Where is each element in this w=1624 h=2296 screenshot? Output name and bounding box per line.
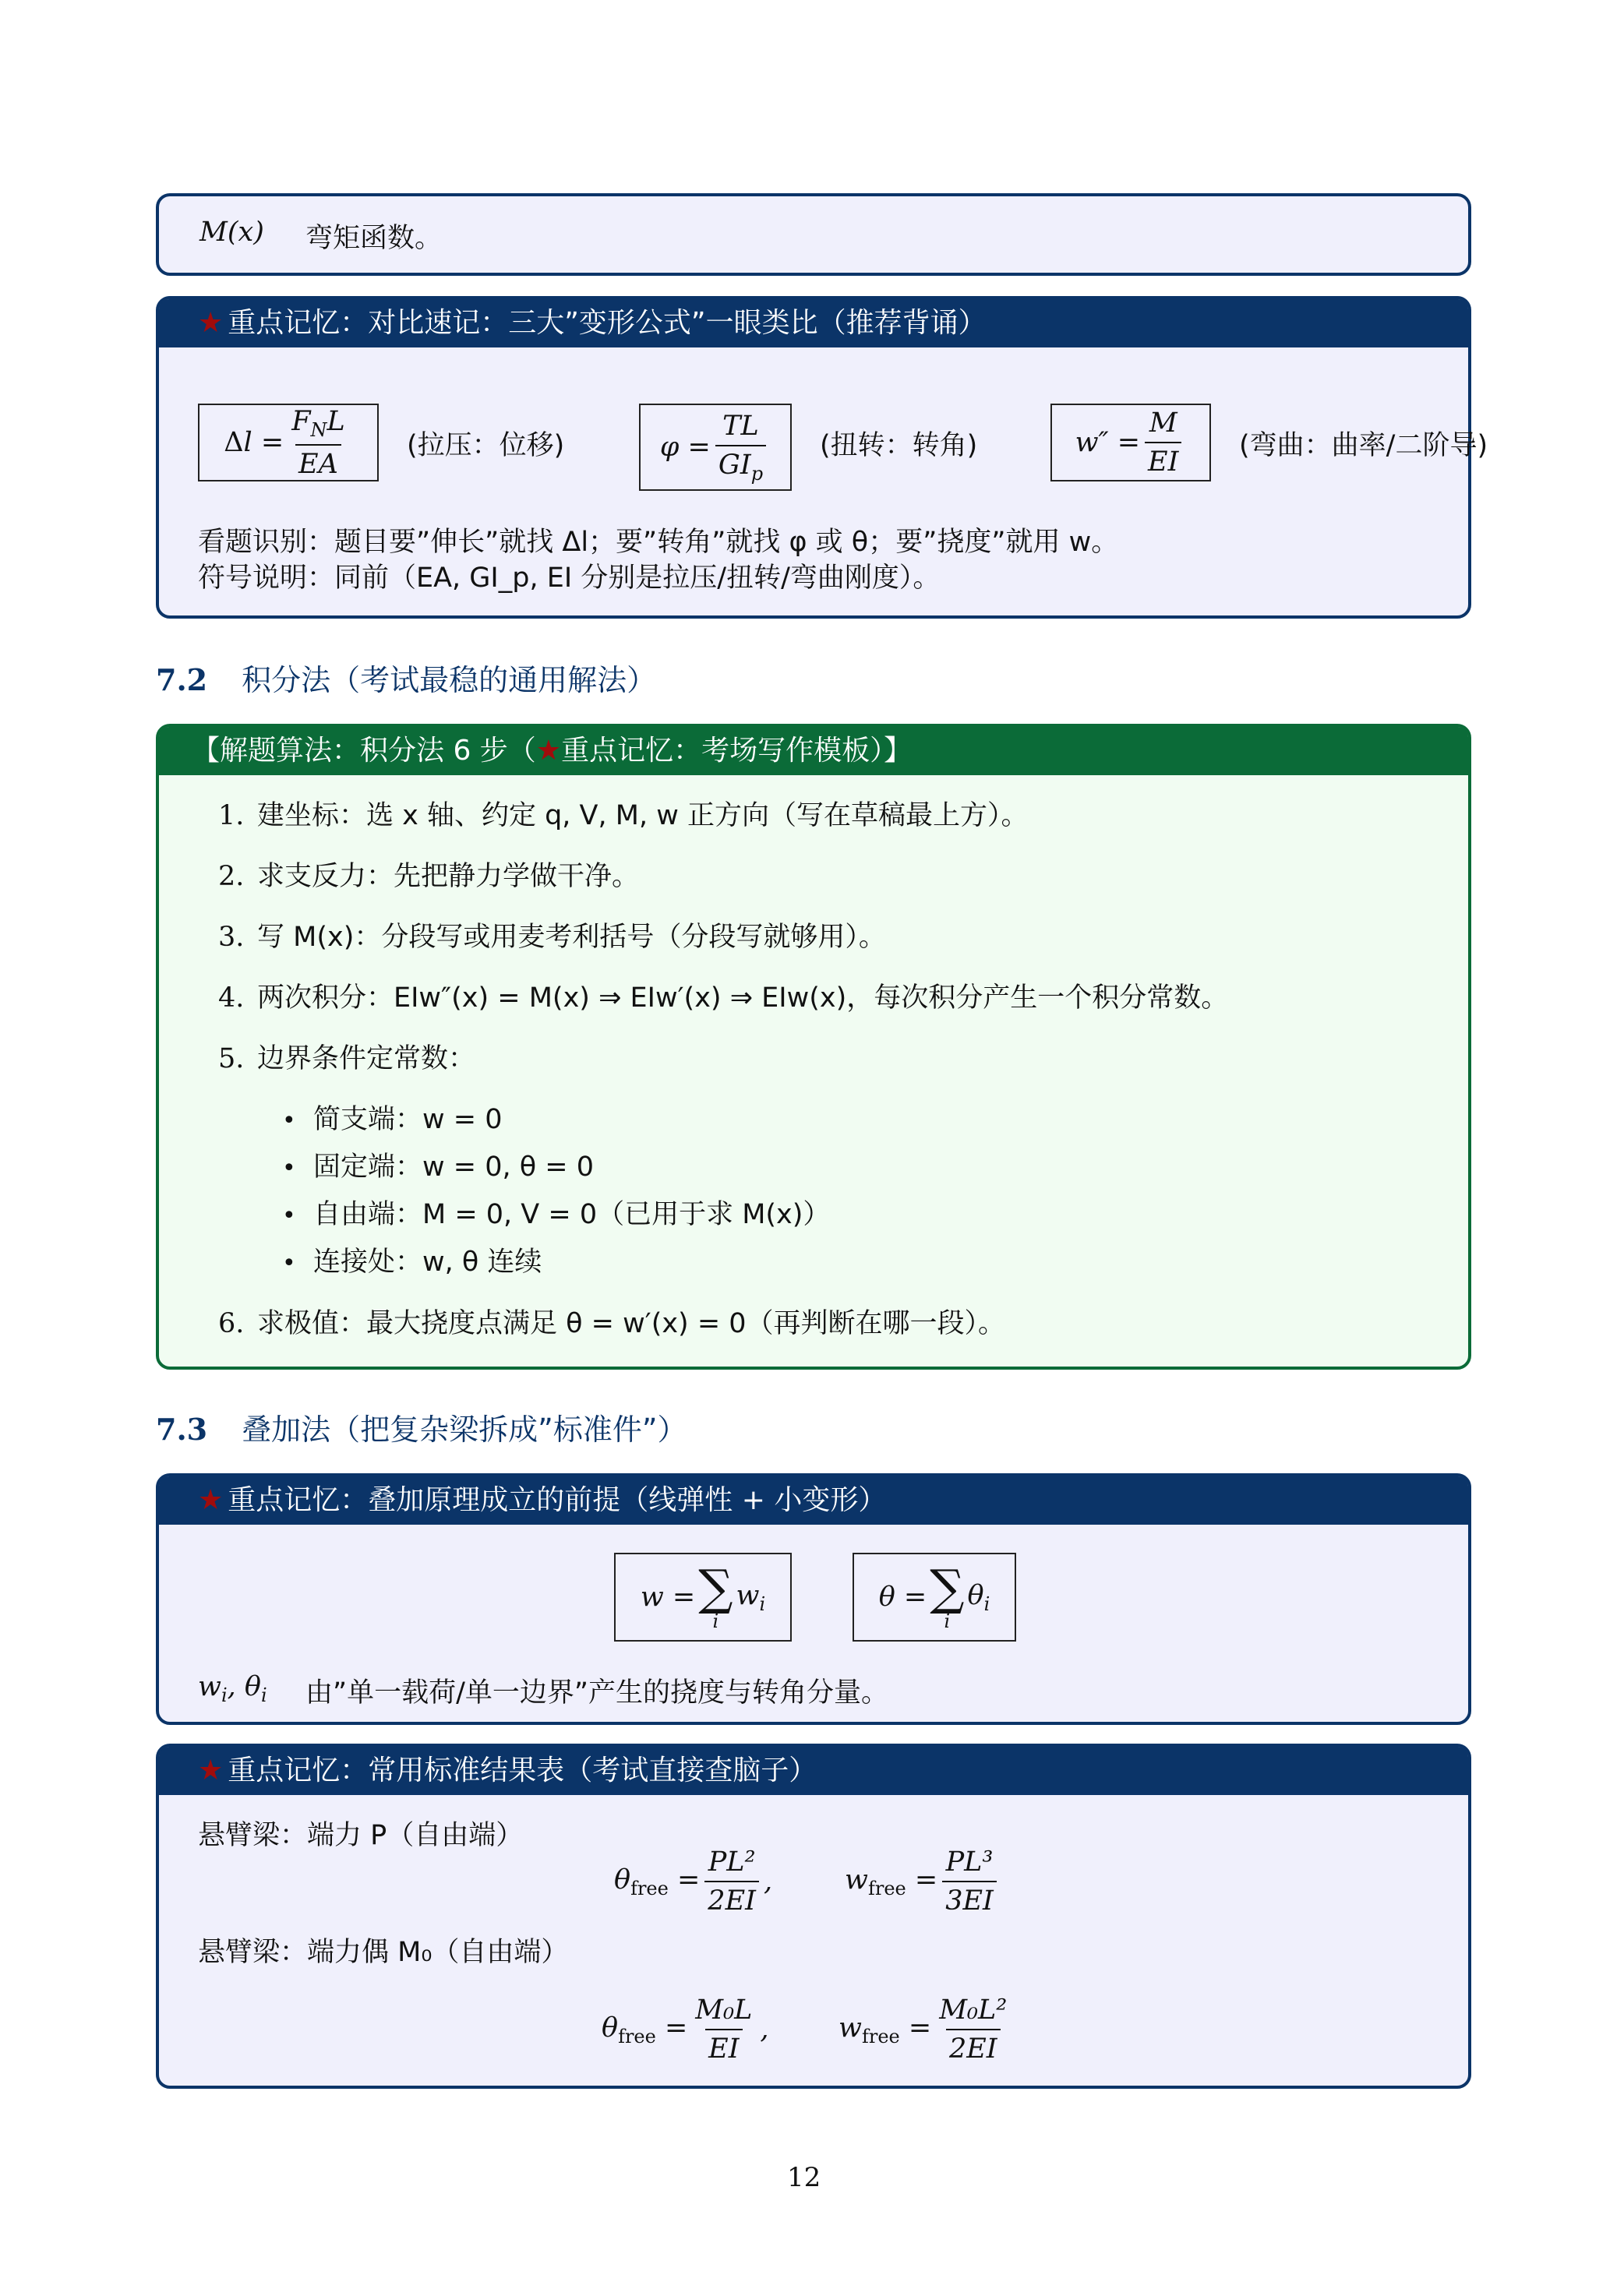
- identify-line: 看题识别：题目要”伸长”就找 Δl；要”转角”就找 φ 或 θ；要”挠度”就用 w。: [198, 527, 1119, 558]
- key-memory-box-standard-results: [156, 1744, 1471, 2089]
- section-number: 7.2: [156, 662, 208, 697]
- formula-lhs: φ =: [659, 432, 711, 463]
- section-title: 积分法（考试最稳的通用解法）: [242, 663, 657, 697]
- section-heading-7-3: [156, 1405, 687, 1448]
- bullet-item: • 自由端：M = 0, V = 0（已用于求 M(x)）: [282, 1199, 831, 1230]
- symbol-desc: 由”单一载荷/单一边界”产生的挠度与转角分量。: [305, 1677, 889, 1709]
- step-item: 2. 求支反力：先把静力学做干净。: [218, 861, 640, 892]
- box-header: [159, 299, 1468, 347]
- bullet-item: • 连接处：w, θ 连续: [282, 1247, 542, 1278]
- key-memory-box-compare: [156, 296, 1488, 619]
- definition-box-mx: [156, 193, 1471, 276]
- denominator: $GI_p$: [715, 445, 766, 485]
- box-title-prefix: 【解题算法：积分法 6 步（: [192, 735, 536, 767]
- algorithm-box-integration: [156, 724, 1471, 1370]
- section-number: 7.3: [156, 1412, 208, 1447]
- step-item: 1. 建坐标：选 x 轴、约定 q, V, M, w 正方向（写在草稿最上方）。: [218, 800, 1029, 831]
- denominator: EA: [295, 444, 341, 480]
- formula-deflection-sum: [614, 1553, 792, 1642]
- formula-w-end-moment: $w_{free}$ = $\frac{\text{M₀L²}}{2EI}$: [838, 1994, 1015, 2065]
- formula-term: $\theta_i$: [967, 1579, 990, 1615]
- step-item: 4. 两次积分：EIw″(x) = M(x) ⇒ EIw′(x) ⇒ EIw(x)，每次积分产生一个积分常数。: [218, 982, 1229, 1014]
- box-title: 重点记忆：常用标准结果表（考试直接查脑子）: [228, 1755, 817, 1786]
- formula-lhs: w″ =: [1075, 427, 1141, 458]
- symbol-note-line: 符号说明：同前（EA, GI_p, EI 分别是拉压/扭转/弯曲刚度）。: [198, 563, 941, 594]
- fraction: $\frac{\text{M₀L²}}{2EI}$: [939, 1994, 1008, 2065]
- box-header: [159, 1476, 1468, 1525]
- bullet-dot: •: [282, 1107, 296, 1134]
- case-end-moment-label: 悬臂梁：端力偶 M₀（自由端）: [198, 1937, 569, 1968]
- bullet-dot: •: [282, 1202, 296, 1229]
- star-icon: ★: [535, 735, 562, 767]
- bullet-item: • 固定端：w = 0, θ = 0: [282, 1152, 594, 1183]
- numerator: M: [1149, 407, 1177, 439]
- bullet-dot: •: [282, 1250, 296, 1277]
- sum-symbol: ∑ i: [698, 1559, 733, 1632]
- symbol-wi-thetai: $w_i$, $\theta_i$: [198, 1671, 267, 1706]
- box-title: 重点记忆：对比速记：三大”变形公式”一眼类比（推荐背诵）: [228, 307, 987, 339]
- section-title: 叠加法（把复杂梁拆成”标准件”）: [242, 1413, 687, 1447]
- box-title: 重点记忆：叠加原理成立的前提（线弹性 + 小变形）: [228, 1484, 887, 1516]
- fraction: $\frac{\text{PL²}}{2EI}$: [704, 1846, 759, 1917]
- key-memory-box-superposition: [156, 1473, 1471, 1725]
- bullet-item: • 简支端：w = 0: [282, 1104, 503, 1135]
- symbol-mx: M(x): [199, 217, 264, 248]
- box-header: [159, 727, 1468, 775]
- formula-theta-end-moment: $\theta_{free}$ = $\frac{\text{M₀L}}{EI}$ ,: [602, 1994, 769, 2065]
- page-number: 12: [787, 2162, 821, 2193]
- fraction: $\frac{\text{M₀L}}{EI}$: [695, 1994, 753, 2065]
- star-icon: ★: [198, 1484, 224, 1516]
- step-item: 6. 求极值：最大挠度点满足 θ = w′(x) = 0（再判断在哪一段）。: [218, 1308, 1006, 1339]
- box-title-suffix: 重点记忆：考场写作模板）】: [561, 735, 913, 767]
- formula-w-end-force: $w_{free}$ = $\frac{\text{PL³}}{3EI}$: [845, 1846, 1001, 1917]
- case-end-force-label: 悬臂梁：端力 P（自由端）: [198, 1820, 524, 1851]
- formula-torsion-note: (扭转：转角): [820, 430, 978, 461]
- formula-lhs: w =: [640, 1582, 696, 1613]
- formula-axial-note: (拉压：位移): [407, 430, 565, 461]
- formula-lhs: θ =: [878, 1582, 927, 1613]
- star-icon: ★: [198, 307, 224, 339]
- formula-torsion: [639, 404, 792, 491]
- star-icon: ★: [198, 1755, 224, 1786]
- box-header: [159, 1747, 1468, 1795]
- formula-bending-note: (弯曲：曲率/二阶导): [1239, 430, 1488, 461]
- fraction: [1145, 407, 1181, 478]
- formula-bending: [1050, 404, 1211, 481]
- numerator: TL: [722, 410, 759, 442]
- numerator: $F_NL$: [291, 405, 345, 441]
- bullet-dot: •: [282, 1155, 296, 1182]
- sum-symbol: ∑ i: [930, 1559, 965, 1632]
- formula-theta-end-force: $\theta_{free}$ = $\frac{\text{PL²}}{2EI}$ ,: [614, 1846, 773, 1917]
- formula-lhs: Δl =: [224, 427, 284, 458]
- symbol-mx-desc: 弯矩函数。: [305, 223, 443, 254]
- fraction: [288, 406, 348, 480]
- formula-term: $w_i$: [736, 1579, 766, 1615]
- section-heading-7-2: [156, 656, 656, 699]
- formula-rotation-sum: [853, 1553, 1016, 1642]
- denominator: EI: [1145, 442, 1181, 478]
- step-item: 5. 边界条件定常数：: [218, 1043, 476, 1074]
- formula-axial: [198, 404, 379, 481]
- fraction: $\frac{\text{PL³}}{3EI}$: [942, 1846, 997, 1917]
- fraction: [715, 411, 766, 485]
- step-item: 3. 写 M(x)：分段写或用麦考利括号（分段写就够用）。: [218, 922, 886, 953]
